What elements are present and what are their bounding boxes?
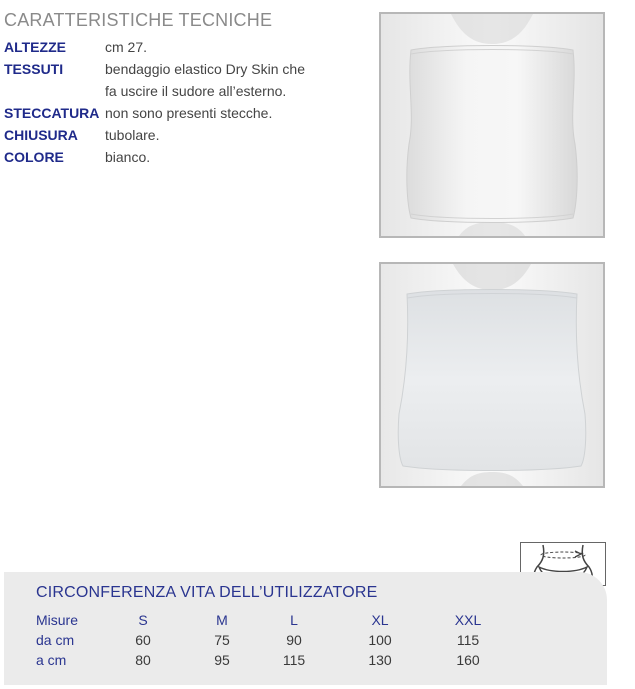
table-cell: 130	[368, 652, 392, 668]
spec-label: ALTEZZE	[4, 39, 66, 55]
table-cell: 160	[456, 652, 480, 668]
spec-value	[105, 58, 305, 102]
table-row	[4, 652, 607, 672]
size-table-title: CIRCONFERENZA VITA DELL’UTILIZZATORE	[36, 584, 378, 601]
waist-band-image	[381, 264, 603, 486]
table-header-cell: XL	[371, 612, 389, 628]
product-photo-back	[379, 262, 605, 488]
table-cell: 60	[135, 632, 151, 648]
spec-label: CHIUSURA	[4, 127, 78, 143]
table-cell: 90	[286, 632, 302, 648]
size-table	[4, 612, 607, 672]
table-header-cell: XXL	[454, 612, 482, 628]
spec-label: STECCATURA	[4, 105, 100, 121]
product-photo-front	[379, 12, 605, 238]
table-header-label: Misure	[36, 612, 79, 628]
spec-value: cm 27.	[105, 39, 148, 55]
spec-value: tubolare.	[105, 127, 160, 143]
size-table-header-row	[4, 612, 607, 632]
table-cell: 95	[214, 652, 230, 668]
table-row-label: a cm	[36, 652, 67, 668]
waist-band-image	[381, 14, 603, 236]
table-cell: 115	[456, 632, 480, 648]
table-cell: 115	[282, 652, 306, 668]
page-title: CARATTERISTICHE TECNICHE	[4, 10, 273, 30]
size-table-panel	[4, 572, 607, 685]
spec-label: COLORE	[4, 149, 64, 165]
spec-value-line: bendaggio elastico Dry Skin che	[105, 61, 306, 77]
spec-label: TESSUTI	[4, 61, 64, 77]
table-cell: 100	[368, 632, 392, 648]
table-cell: 80	[135, 652, 151, 668]
spec-value: bianco.	[105, 149, 151, 165]
table-header-cell: L	[290, 612, 298, 628]
spec-value: non sono presenti stecche.	[105, 105, 273, 121]
table-header-cell: S	[138, 612, 148, 628]
spec-value-line: fa uscire il sudore all’esterno.	[105, 83, 287, 99]
table-header-cell: M	[216, 612, 228, 628]
table-cell: 75	[214, 632, 230, 648]
table-row-label: da cm	[36, 632, 75, 648]
table-row	[4, 632, 607, 652]
